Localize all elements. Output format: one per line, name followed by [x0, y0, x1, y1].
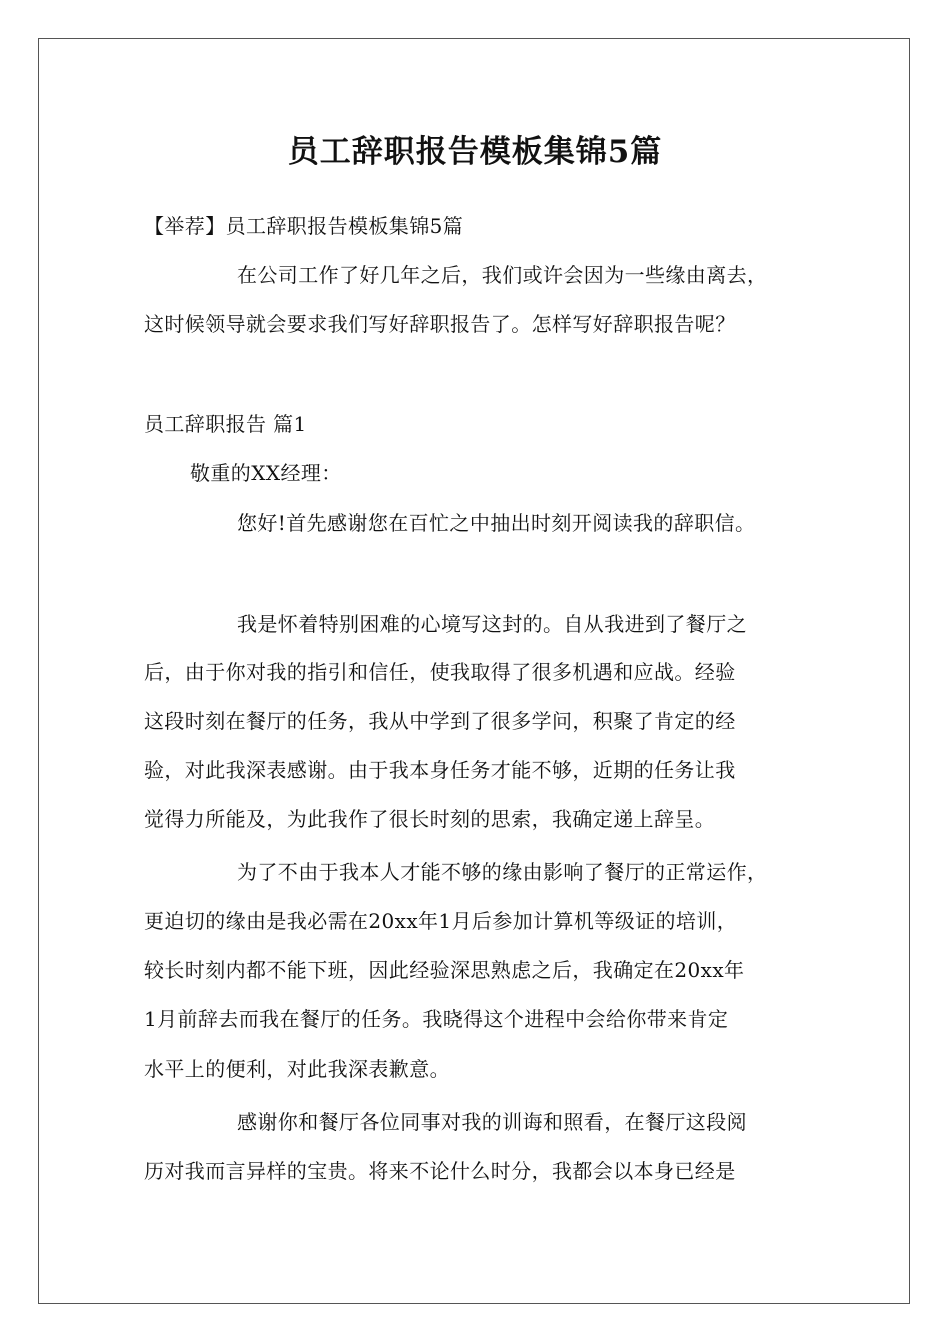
paragraph1-line-3: 这段时刻在餐厅的任务，我从中学到了很多学问，积聚了肯定的经 — [144, 709, 736, 733]
intro-line-2: 这时候领导就会要求我们写好辞职报告了。怎样写好辞职报告呢？ — [144, 312, 736, 336]
paragraph2-line-2: 更迫切的缘由是我必需在20xx年1月后参加计算机等级证的培训， — [144, 909, 738, 933]
document-title: 员工辞职报告模板集锦5篇 — [287, 134, 663, 170]
salutation: 敬重的XX经理： — [190, 461, 342, 485]
paragraph1-line-5: 觉得力所能及，为此我作了很长时刻的思索，我确定递上辞呈。 — [144, 807, 716, 831]
paragraph2-line-1: 为了不由于我本人才能不够的缘由影响了餐厅的正常运作， — [237, 860, 768, 884]
paragraph1-line-4: 验，对此我深表感谢。由于我本身任务才能不够，近期的任务让我 — [144, 758, 736, 782]
paragraph2-line-4: 1月前辞去而我在餐厅的任务。我晓得这个进程中会给你带来肯定 — [144, 1007, 729, 1031]
paragraph2-line-3: 较长时刻内都不能下班，因此经验深思熟虑之后，我确定在20xx年 — [144, 958, 745, 982]
paragraph2-line-5: 水平上的便利，对此我深表歉意。 — [144, 1057, 450, 1081]
paragraph3-line-2: 历对我而言异样的宝贵。将来不论什么时分，我都会以本身已经是 — [144, 1159, 736, 1183]
paragraph3-line-1: 感谢你和餐厅各位同事对我的训诲和照看，在餐厅这段阅 — [237, 1110, 747, 1134]
intro-line-1: 在公司工作了好几年之后，我们或许会因为一些缘由离去， — [237, 263, 768, 287]
greeting-line: 您好!首先感谢您在百忙之中抽出时刻开阅读我的辞职信。 — [237, 511, 756, 535]
section-heading: 员工辞职报告 篇1 — [144, 412, 307, 436]
paragraph1-line-1: 我是怀着特别困难的心境写这封的。自从我进到了餐厅之 — [237, 612, 747, 636]
paragraph1-line-2: 后，由于你对我的指引和信任，使我取得了很多机遇和应战。经验 — [144, 660, 736, 684]
recommend-line: 【举荐】员工辞职报告模板集锦5篇 — [144, 214, 464, 238]
